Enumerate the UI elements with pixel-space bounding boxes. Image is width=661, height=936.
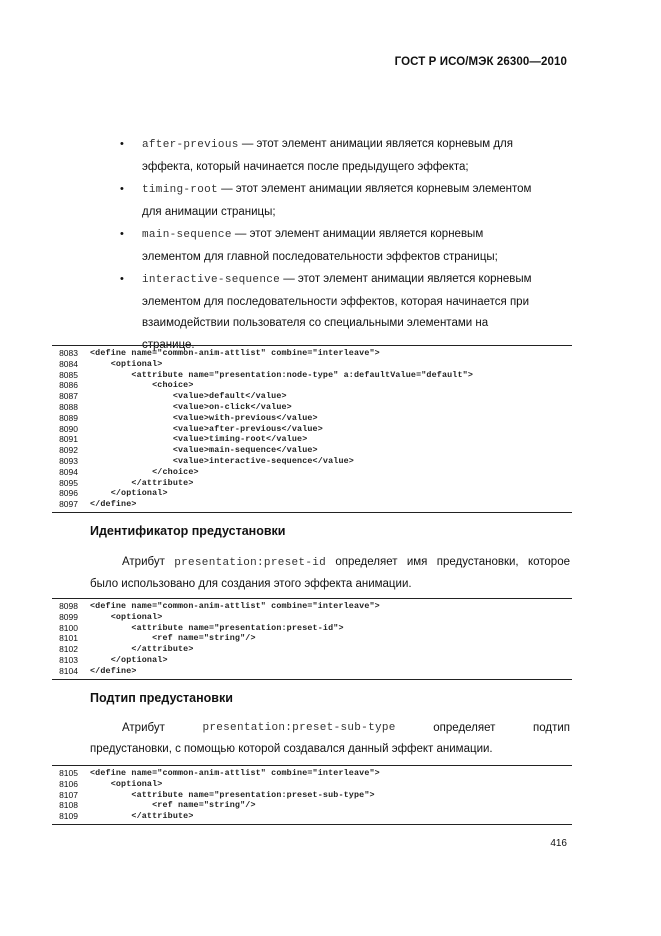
- line-number: 8100: [59, 622, 78, 633]
- line-number: 8095: [59, 477, 78, 488]
- line-number: 8084: [59, 358, 78, 369]
- bullet-icon: •: [120, 138, 124, 150]
- paragraph-preset-id: [90, 552, 570, 595]
- line-number: 8108: [59, 800, 78, 811]
- code-block-preset-id: [52, 598, 572, 680]
- item-continuation: элементом для главной последовательности эффектов страницы;: [142, 250, 498, 263]
- item-continuation: для анимации страницы;: [142, 205, 276, 218]
- item-continuation: странице.: [142, 338, 195, 351]
- code-text: <ref name="string"/>: [90, 800, 256, 811]
- code-term: interactive-sequence: [142, 274, 281, 286]
- code-text: <value>on-click</value>: [90, 401, 292, 412]
- line-number: 8085: [59, 369, 78, 380]
- code-text: </choice>: [90, 466, 199, 477]
- line-number: 8083: [59, 348, 78, 358]
- code-text: </attribute>: [90, 811, 194, 822]
- page-header-title: ГОСТ Р ИСО/МЭК 26300—2010: [394, 56, 567, 68]
- item-continuation: взаимодействии пользователя со специальными элементами на: [142, 317, 489, 329]
- list-item: [90, 134, 570, 178]
- code-line: [52, 488, 572, 499]
- item-continuation: эффекта, который начинается после предыдущего эффекта;: [142, 160, 469, 173]
- section-heading-preset-id: Идентификатор предустановки: [90, 524, 286, 538]
- code-line: [52, 811, 572, 822]
- paragraph-text: предустановки, с помощью которой создавался данный эффект анимации.: [90, 743, 493, 755]
- code-line: [52, 434, 572, 445]
- code-block-preset-sub-type: [52, 765, 572, 825]
- line-number: 8087: [59, 391, 78, 402]
- line-number: 8107: [59, 789, 78, 800]
- code-text: <value>with-previous</value>: [90, 412, 318, 423]
- code-line: [52, 348, 572, 359]
- paragraph-text: Атрибут: [122, 556, 175, 568]
- bullet-icon: •: [120, 273, 124, 285]
- code-term: presentation:preset-sub-type: [202, 722, 396, 734]
- list-item: [90, 179, 570, 223]
- line-number: 8101: [59, 633, 78, 644]
- code-line: [52, 768, 572, 779]
- code-line: [52, 402, 572, 413]
- section-heading-preset-sub-type: Подтип предустановки: [90, 691, 233, 705]
- item-text: — этот элемент анимации является корневым: [280, 273, 532, 285]
- bullet-list: [90, 134, 570, 357]
- line-number: 8090: [59, 423, 78, 434]
- bullet-icon: •: [120, 228, 124, 240]
- line-number: 8104: [59, 665, 78, 676]
- paragraph-text: было использовано для создания этого эффекта анимации.: [90, 578, 412, 590]
- code-block-node-type: [52, 345, 572, 513]
- item-continuation: элементом для последовательности эффектов, которая начинается при: [142, 295, 530, 308]
- item-text: — этот элемент анимации является корневым элементом: [217, 183, 532, 195]
- code-text: <choice>: [90, 380, 194, 391]
- code-line: [52, 413, 572, 424]
- list-item: [90, 224, 570, 268]
- line-number: 8094: [59, 466, 78, 477]
- code-text: </define>: [90, 665, 137, 676]
- code-line: [52, 380, 572, 391]
- code-text: </optional>: [90, 488, 168, 499]
- code-text: <ref name="string"/>: [90, 633, 256, 644]
- list-item: [90, 269, 570, 356]
- code-line: [52, 391, 572, 402]
- code-text: <value>default</value>: [90, 391, 287, 402]
- line-number: 8099: [59, 611, 78, 622]
- code-line: [52, 790, 572, 801]
- code-line: [52, 424, 572, 435]
- paragraph-first-line: [90, 718, 570, 739]
- line-number: 8102: [59, 644, 78, 655]
- code-text: </optional>: [90, 654, 168, 665]
- code-text: <value>interactive-sequence</value>: [90, 455, 354, 466]
- line-number: 8091: [59, 434, 78, 445]
- line-number: 8093: [59, 455, 78, 466]
- code-text: </define>: [90, 499, 137, 510]
- paragraph-text: определяет имя предустановки, которое: [326, 556, 570, 568]
- paragraph-preset-sub-type: [90, 718, 570, 760]
- line-number: 8092: [59, 445, 78, 456]
- code-text: <define name="common-anim-attlist" combine="interleave">: [90, 601, 380, 611]
- code-text: <value>timing-root</value>: [90, 434, 308, 445]
- line-number: 8089: [59, 412, 78, 423]
- code-line: [52, 779, 572, 790]
- line-number: 8096: [59, 488, 78, 499]
- code-term: presentation:preset-id: [174, 557, 327, 569]
- code-line: [52, 445, 572, 456]
- bullet-icon: •: [120, 183, 124, 195]
- code-text: <optional>: [90, 778, 163, 789]
- code-text: </attribute>: [90, 644, 194, 655]
- code-line: [52, 467, 572, 478]
- line-number: 8105: [59, 768, 78, 778]
- line-number: 8098: [59, 601, 78, 611]
- code-line: [52, 359, 572, 370]
- line-number: 8106: [59, 778, 78, 789]
- code-line: [52, 666, 572, 677]
- code-text: <attribute name="presentation:preset-id">: [90, 622, 344, 633]
- code-line: [52, 478, 572, 489]
- line-number: 8086: [59, 380, 78, 391]
- item-text: — этот элемент анимации является корневым: [231, 228, 484, 240]
- line-number: 8109: [59, 811, 78, 822]
- code-text: <value>main-sequence</value>: [90, 445, 318, 456]
- paragraph-text: подтип: [532, 722, 570, 734]
- code-term: main-sequence: [142, 229, 232, 241]
- page-number: 416: [550, 838, 567, 849]
- code-text: <attribute name="presentation:node-type" a:defaultValue="default">: [90, 369, 474, 380]
- line-number: 8088: [59, 401, 78, 412]
- paragraph-text: определяет: [433, 722, 496, 734]
- code-line: [52, 601, 572, 612]
- code-line: [52, 456, 572, 467]
- code-term: after-previous: [142, 139, 239, 151]
- code-text: <optional>: [90, 611, 163, 622]
- item-text: — этот элемент анимации является корневым для: [238, 138, 513, 150]
- line-number: 8103: [59, 654, 78, 665]
- code-text: <define name="common-anim-attlist" combine="interleave">: [90, 768, 380, 778]
- code-line: [52, 800, 572, 811]
- paragraph-text: Атрибут: [122, 722, 165, 734]
- code-term: timing-root: [142, 184, 218, 196]
- code-line: [52, 644, 572, 655]
- code-line: [52, 623, 572, 634]
- code-line: [52, 612, 572, 623]
- code-text: </attribute>: [90, 477, 194, 488]
- code-text: <value>after-previous</value>: [90, 423, 323, 434]
- code-line: [52, 370, 572, 381]
- code-line: [52, 633, 572, 644]
- code-text: <optional>: [90, 358, 163, 369]
- line-number: 8097: [59, 499, 78, 510]
- code-line: [52, 499, 572, 510]
- code-line: [52, 655, 572, 666]
- code-text: <attribute name="presentation:preset-sub-type">: [90, 789, 375, 800]
- code-text: <define name="common-anim-attlist" combine="interleave">: [90, 348, 380, 358]
